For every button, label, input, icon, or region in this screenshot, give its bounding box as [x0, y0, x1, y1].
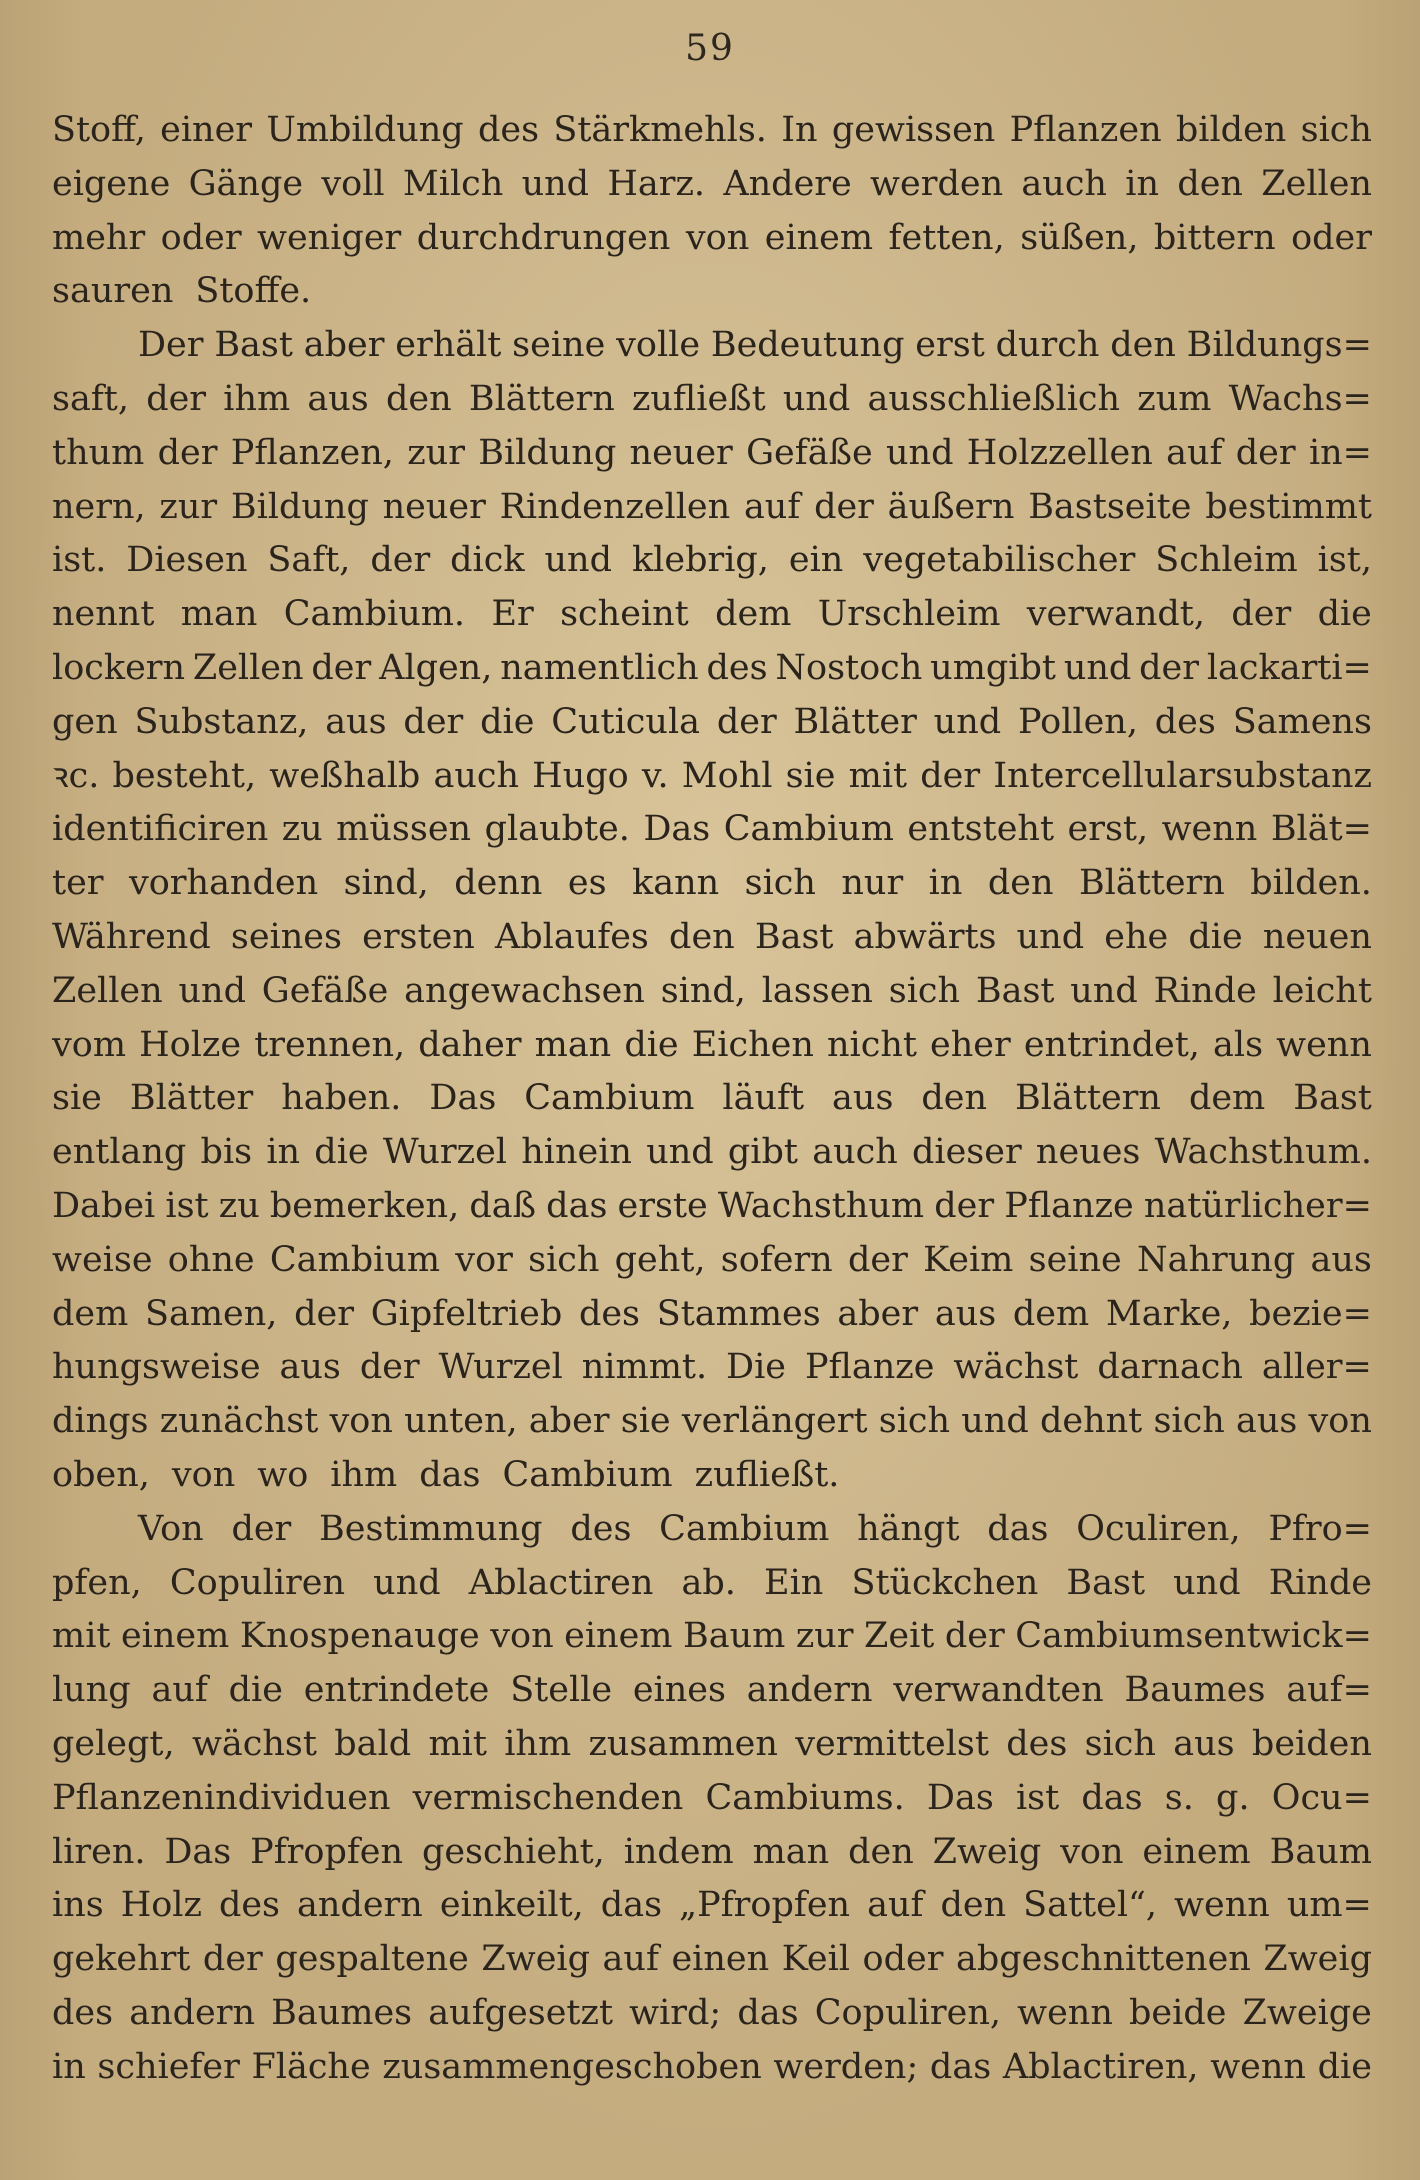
text-line: entlang bis in die Wurzel hinein und gibt auch dieser neues Wachsthum. [52, 1132, 1372, 1173]
text-line: nern, zur Bildung neuer Rindenzellen auf der äußern Bastseite bestimmt [52, 486, 1372, 527]
text-line: thum der Pflanzen, zur Bildung neuer Gefäße und Holzzellen auf der in= [52, 432, 1372, 473]
text-line: Dabei ist zu bemerken, daß das erste Wachsthum der Pflanze natürlicher= [52, 1185, 1372, 1226]
text-line: ter vorhanden sind, denn es kann sich nur in den Blättern bilden. [52, 863, 1372, 904]
text-line: sie Blätter haben. Das Cambium läuft aus den Blättern dem Bast [52, 1078, 1372, 1119]
text-line: ist. Diesen Saft, der dick und klebrig, ein vegetabilischer Schleim ist, [52, 540, 1372, 581]
text-line: dem Samen, der Gipfeltrieb des Stammes aber aus dem Marke, bezie= [52, 1293, 1372, 1334]
text-line: Während seines ersten Ablaufes den Bast abwärts und ehe die neuen [52, 916, 1372, 957]
text-line: nennt man Cambium. Er scheint dem Urschleim verwandt, der die [52, 594, 1372, 635]
text-line: mehr oder weniger durchdrungen von einem fetten, süßen, bittern oder [52, 217, 1372, 258]
body-text [52, 104, 1372, 2094]
text-line: in schiefer Fläche zusammengeschoben werden; das Ablactiren, wenn die [52, 2046, 1372, 2087]
text-line: Pflanzenindividuen vermischenden Cambiums. Das ist das s. g. Ocu= [52, 1777, 1372, 1818]
text-line: mit einem Knospenauge von einem Baum zur Zeit der Cambiumsentwick= [52, 1616, 1372, 1657]
text-line: Zellen und Gefäße angewachsen sind, lassen sich Bast und Rinde leicht [52, 970, 1372, 1011]
text-line: hungsweise aus der Wurzel nimmt. Die Pflanze wächst darnach aller= [52, 1347, 1372, 1388]
text-line: eigene Gänge voll Milch und Harz. Andere werden auch in den Zellen [52, 163, 1372, 204]
text-line: Stoff, einer Umbildung des Stärkmehls. In gewissen Pflanzen bilden sich [52, 110, 1372, 150]
text-line: ins Holz des andern einkeilt, das „Pfropfen auf den Sattel“, wenn um= [52, 1885, 1372, 1926]
text-line: gelegt, wächst bald mit ihm zusammen vermittelst des sich aus beiden [52, 1723, 1372, 1764]
text-line: liren. Das Pfropfen geschieht, indem man den Zweig von einem Baum [52, 1831, 1372, 1872]
text-line: Der Bast aber erhält seine volle Bedeutung erst durch den Bildungs= [138, 325, 1372, 366]
text-line: pfen, Copuliren und Ablactiren ab. Ein Stückchen Bast und Rinde [52, 1562, 1372, 1603]
page-number: 59 [685, 28, 735, 69]
text-line: ꝛc. besteht, weßhalb auch Hugo v. Mohl sie mit der Intercellularsubstanz [52, 755, 1372, 796]
text-line: lockern Zellen der Algen, namentlich des Nostoch umgibt und der lackarti= [52, 647, 1372, 688]
text-line: sauren Stoffe. [52, 271, 312, 312]
text-line: vom Holze trennen, daher man die Eichen nicht eher entrindet, als wenn [52, 1024, 1372, 1065]
text-line: Von der Bestimmung des Cambium hängt das Oculiren, Pfro= [138, 1508, 1372, 1549]
text-line: lung auf die entrindete Stelle eines andern verwandten Baumes auf= [52, 1670, 1372, 1711]
text-line: identificiren zu müssen glaubte. Das Cambium entsteht erst, wenn Blät= [52, 809, 1372, 850]
text-line: des andern Baumes aufgesetzt wird; das Copuliren, wenn beide Zweige [52, 1992, 1372, 2033]
text-line: oben, von wo ihm das Cambium zufließt. [52, 1454, 840, 1495]
text-line: gen Substanz, aus der die Cuticula der Blätter und Pollen, des Samens [52, 701, 1372, 742]
text-line: dings zunächst von unten, aber sie verlängert sich und dehnt sich aus von [52, 1401, 1372, 1442]
text-line: saft, der ihm aus den Blättern zufließt und ausschließlich zum Wachs= [52, 378, 1372, 419]
text-line: weise ohne Cambium vor sich geht, sofern der Keim seine Nahrung aus [52, 1239, 1372, 1280]
text-line: gekehrt der gespaltene Zweig auf einen Keil oder abgeschnittenen Zweig [52, 1939, 1372, 1980]
